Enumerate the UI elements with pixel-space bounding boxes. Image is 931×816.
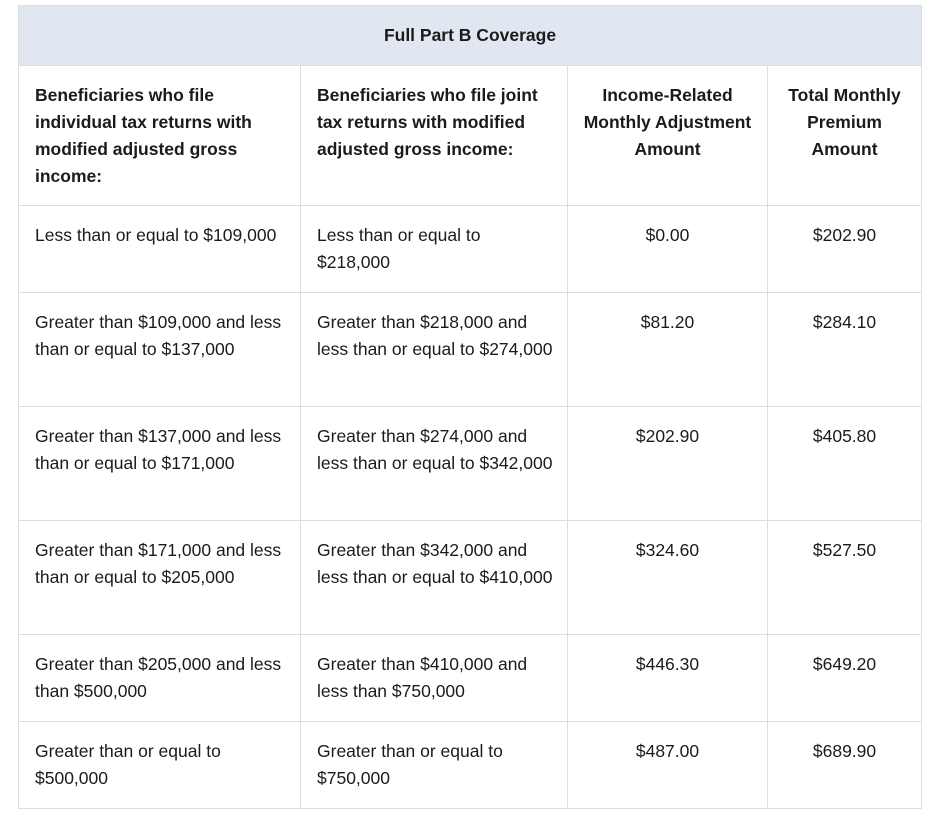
irmaa-cell: $81.20 — [568, 293, 768, 407]
table-row — [19, 722, 922, 809]
table-row — [19, 407, 922, 521]
irmaa-cell: $487.00 — [568, 722, 768, 809]
individual-income-cell: Less than or equal to $109,000 — [19, 206, 301, 293]
header-total-premium: Total Monthly Premium Amount — [768, 66, 922, 206]
header-individual-income: Beneficiaries who file individual tax returns with modified adjusted gross income: — [19, 66, 301, 206]
irmaa-cell: $0.00 — [568, 206, 768, 293]
joint-income-cell: Greater than $274,000 and less than or equal to $342,000 — [301, 407, 568, 521]
table-row — [19, 206, 922, 293]
part-b-premium-table — [18, 5, 922, 809]
individual-income-cell: Greater than $205,000 and less than $500,000 — [19, 635, 301, 722]
joint-income-cell: Greater than $342,000 and less than or equal to $410,000 — [301, 521, 568, 635]
joint-income-cell: Less than or equal to $218,000 — [301, 206, 568, 293]
joint-income-cell: Greater than or equal to $750,000 — [301, 722, 568, 809]
table-row — [19, 521, 922, 635]
irmaa-cell: $324.60 — [568, 521, 768, 635]
header-row — [19, 66, 922, 206]
individual-income-cell: Greater than $137,000 and less than or equal to $171,000 — [19, 407, 301, 521]
premium-table-container — [18, 5, 921, 809]
total-premium-cell: $649.20 — [768, 635, 922, 722]
total-premium-cell: $527.50 — [768, 521, 922, 635]
total-premium-cell: $284.10 — [768, 293, 922, 407]
individual-income-cell: Greater than $109,000 and less than or equal to $137,000 — [19, 293, 301, 407]
joint-income-cell: Greater than $218,000 and less than or equal to $274,000 — [301, 293, 568, 407]
individual-income-cell: Greater than or equal to $500,000 — [19, 722, 301, 809]
total-premium-cell: $202.90 — [768, 206, 922, 293]
joint-income-cell: Greater than $410,000 and less than $750,000 — [301, 635, 568, 722]
table-row — [19, 293, 922, 407]
total-premium-cell: $689.90 — [768, 722, 922, 809]
header-irmaa: Income-Related Monthly Adjustment Amount — [568, 66, 768, 206]
irmaa-cell: $446.30 — [568, 635, 768, 722]
header-joint-income: Beneficiaries who file joint tax returns with modified adjusted gross income: — [301, 66, 568, 206]
table-caption: Full Part B Coverage — [19, 6, 922, 66]
individual-income-cell: Greater than $171,000 and less than or equal to $205,000 — [19, 521, 301, 635]
table-row — [19, 635, 922, 722]
total-premium-cell: $405.80 — [768, 407, 922, 521]
irmaa-cell: $202.90 — [568, 407, 768, 521]
